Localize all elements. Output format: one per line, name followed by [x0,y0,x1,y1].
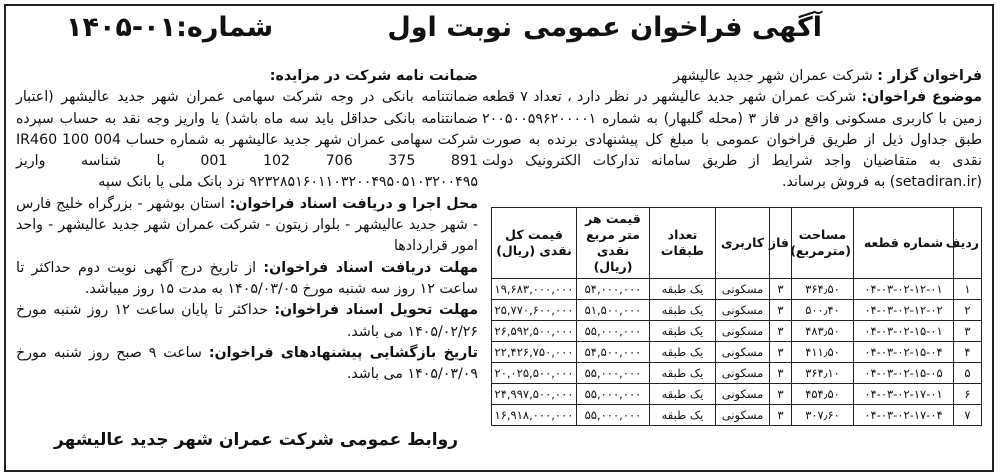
table-cell: ۳۶۴٫۵۰ [792,279,854,300]
table-row [492,363,982,384]
table-row [492,405,982,426]
table-cell: مسکونی [716,321,770,342]
table-cell: ۰۴-۰۳-۰۲-۱۷-۰۱ [854,384,954,405]
subject-text: شرکت عمران شهر جدید عالیشهر در نظر دارد ، تعداد ۷ قطعه زمین با کاربری مسکونی واقع در فاز ۳ (محله گلبهار) به شماره ۲۰۰۵۰۰۵۹۶۲۰۰۰۰۱ طبق جداول ذیل از طریق فراخوان عمومی با مبلغ کل پیشنهادی برنده به صورت نقدی به متقاضیان واجد شرایط از طریق سامانه تدارکات الکترونیک دولت (setadiran.ir) به فروش برساند. [482,89,982,191]
deadline-get-paragraph [16,258,478,301]
place-text: استان بوشهر - بزرگراه خلیج فارس - شهر جدید عالیشهر - بلوار زیتون - شرکت عمران شهر جدید عالیشهر - واحد امور قراردادها [16,195,478,255]
guarantee-title: ضمانت نامه شرکت در مزایده: [269,68,478,84]
table-cell: ۴۵۴٫۵۰ [792,384,854,405]
table-cell: ۳۶۴٫۱۰ [792,363,854,384]
parcels-table [491,207,982,426]
table-cell: ۱ [954,279,982,300]
table-row [492,321,982,342]
table-cell: ۰۴-۰۳-۰۲-۱۷-۰۴ [854,405,954,426]
col-header: شماره قطعه [854,208,954,279]
table-cell: مسکونی [716,279,770,300]
table-cell: ۲۵,۷۷۰,۶۰۰,۰۰۰ [492,300,577,321]
place-paragraph [16,194,478,258]
table-cell: ۰۴-۰۳-۰۲-۱۲-۰۲ [854,300,954,321]
table-cell: یک طبقه [650,321,716,342]
col-header: کاربری [716,208,770,279]
deadline-submit-text: حداکثر تا پایان ساعت ۱۲ روز شنبه مورخ ۱۴۰۵/۰۲/۲۶ می باشد. [16,302,478,340]
table-cell: ۵۵,۰۰۰,۰۰۰ [577,321,650,342]
subject-label: موضوع فراخوان: [861,89,982,106]
table-cell: ۱۶,۹۱۸,۰۰۰,۰۰۰ [492,405,577,426]
table-cell: ۵۵,۰۰۰,۰۰۰ [577,405,650,426]
table-cell: یک طبقه [650,384,716,405]
col-header: قیمت هر متر مربع نقدی (ریال) [577,208,650,279]
table-cell: ۴۸۳٫۵۰ [792,321,854,342]
table-cell: ۳ [770,363,792,384]
table-row [492,300,982,321]
table-cell: یک طبقه [650,279,716,300]
guarantee-text: ضمانتنامه بانکی در وجه شرکت سهامی عمران شهر جدید عالیشهر (اعتبار ضمانتنامه بانکی حداقل باید سه ماه باشد) یا واریز وجه نقد به حساب سپرده شرکت سهامی عمران شهر جدید عالیشهر به شماره حساب IR460 100 004 001 102 706 375 891 با شناسه واریز ۹۲۳۲۸۵۱۶۰۱۱۰۳۲۰۰۴۹۵۰۵۱۰۳۲۰۰۴۹۵ نزد بانک ملی یا بانک سپه [16,89,478,191]
col-header: فاز [770,208,792,279]
table-cell: ۴ [954,342,982,363]
table-cell: ۵۰۰٫۴۰ [792,300,854,321]
opening-paragraph [16,343,478,386]
table-row [492,384,982,405]
subject-paragraph [482,87,982,193]
notice-number: شماره:۰۱-۱۴۰۵ [66,12,274,43]
table-cell: ۲۶,۵۹۲,۵۰۰,۰۰۰ [492,321,577,342]
conditions-section [16,66,478,385]
table-row [492,342,982,363]
table-cell: ۵۵,۰۰۰,۰۰۰ [577,363,650,384]
table-cell: ۲۲,۴۲۶,۷۵۰,۰۰۰ [492,342,577,363]
notice-turn: نوبت اول [387,12,512,43]
table-cell: ۲۰,۰۲۵,۵۰۰,۰۰۰ [492,363,577,384]
table-cell: ۵۱,۵۰۰,۰۰۰ [577,300,650,321]
caller-label: فراخوان گزار : [877,68,982,84]
col-header: مساحت (مترمربع) [792,208,854,279]
caller-text: شرکت عمران شهر جدید عالیشهر [673,68,878,84]
table-cell: مسکونی [716,363,770,384]
table-cell: ۳ [770,342,792,363]
table-cell: یک طبقه [650,405,716,426]
table-cell: ۵ [954,363,982,384]
deadline-get-text: از تاریخ درج آگهی نوبت دوم حداکثر تا ساعت ۱۲ روز سه شنبه مورخ ۱۴۰۵/۰۳/۰۵ به مدت ۱۵ روز میباشد. [16,259,478,297]
table-cell: ۳ [770,405,792,426]
deadline-submit-label: مهلت تحویل اسناد فراخوان: [274,302,478,319]
table-cell: ۵۴,۵۰۰,۰۰۰ [577,342,650,363]
table-cell: مسکونی [716,342,770,363]
table-cell: ۲ [954,300,982,321]
place-label: محل اجرا و دریافت اسناد فراخوان: [229,195,478,212]
table-cell: یک طبقه [650,342,716,363]
table-cell: ۰۴-۰۳-۰۲-۱۲-۰۱ [854,279,954,300]
col-header: قیمت کل نقدی (ریال) [492,208,577,279]
table-cell: ۱۹,۶۸۳,۰۰۰,۰۰۰ [492,279,577,300]
table-cell: ۰۴-۰۳-۰۲-۱۵-۰۵ [854,363,954,384]
table-cell: ۳۰۷٫۶۰ [792,405,854,426]
table-cell: ۰۴-۰۳-۰۲-۱۵-۰۱ [854,321,954,342]
col-header: تعداد طبقات [650,208,716,279]
table-row [492,279,982,300]
table-cell: ۵۵,۰۰۰,۰۰۰ [577,384,650,405]
signature: روابط عمومی شرکت عمران شهر جدید عالیشهر [54,430,458,450]
opening-label: تاریخ بازگشایی پیشنهادهای فراخوان: [208,344,478,361]
table-cell: ۷ [954,405,982,426]
table-header-row [492,208,982,279]
table-cell: ۰۴-۰۳-۰۲-۱۵-۰۴ [854,342,954,363]
notice-title: آگهی فراخوان عمومی [523,12,822,43]
table-cell: مسکونی [716,405,770,426]
table-cell: ۳ [770,321,792,342]
table-cell: ۳ [770,279,792,300]
col-header: ردیف [954,208,982,279]
deadline-get-label: مهلت دریافت اسناد فراخوان: [263,259,478,276]
table-cell: ۶ [954,384,982,405]
table-cell: ۲۴,۹۹۷,۵۰۰,۰۰۰ [492,384,577,405]
deadline-submit-paragraph [16,300,478,343]
table-cell: ۴۱۱٫۵۰ [792,342,854,363]
notice [4,4,994,472]
table-cell: ۳ [770,384,792,405]
table-cell: ۳ [954,321,982,342]
table-cell: ۵۴,۰۰۰,۰۰۰ [577,279,650,300]
notice-header [6,12,992,52]
intro-section [482,66,982,194]
caller-paragraph [482,66,982,87]
table-cell: مسکونی [716,300,770,321]
opening-text: ساعت ۹ صبح روز شنبه مورخ ۱۴۰۵/۰۳/۰۹ می باشد. [16,344,478,383]
table-cell: یک طبقه [650,363,716,384]
table-cell: یک طبقه [650,300,716,321]
table-cell: ۳ [770,300,792,321]
table-cell: مسکونی [716,384,770,405]
